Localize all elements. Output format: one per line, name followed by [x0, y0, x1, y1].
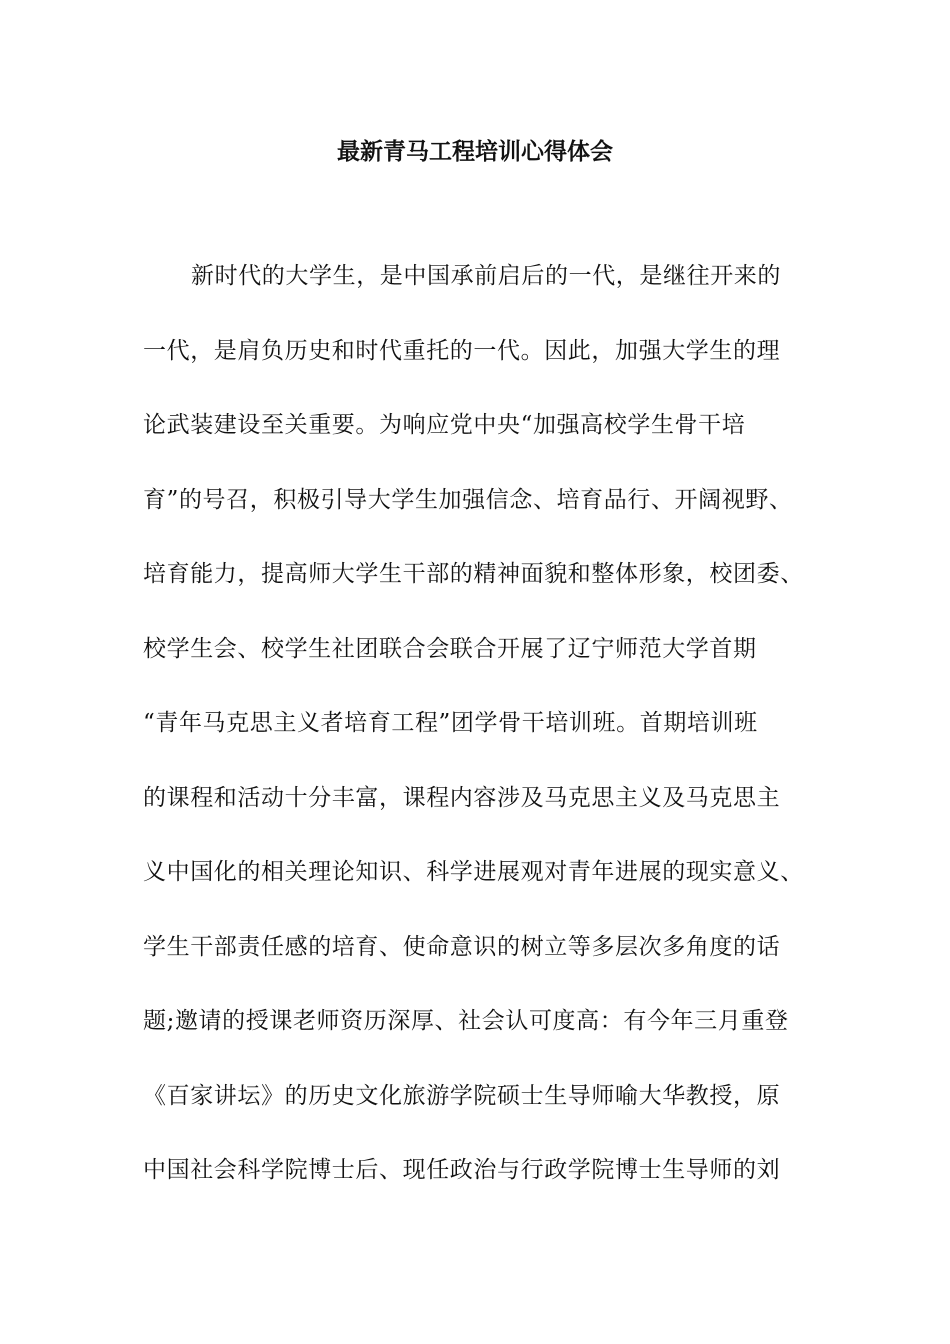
body-line: 学生干部责任感的培育、使命意识的树立等多层次多角度的话 — [143, 933, 781, 960]
body-line: 培育能力，提高师大学生干部的精神面貌和整体形象，校团委、 — [143, 561, 804, 587]
body-line: 义中国化的相关理论知识、科学进展观对青年进展的现实意义、 — [143, 859, 804, 885]
body-line: 的课程和活动十分丰富，课程内容涉及马克思主义及马克思主 — [143, 784, 781, 811]
document-body — [143, 258, 823, 1227]
body-line: 中国社会科学院博士后、现任政治与行政学院博士生导师的刘 — [143, 1157, 781, 1183]
body-line: 校学生会、校学生社团联合会联合开展了辽宁师范大学首期 — [143, 635, 757, 662]
body-line: 一代，是肩负历史和时代重托的一代。因此，加强大学生的理 — [143, 337, 781, 364]
document-title: 最新青马工程培训心得体会 — [337, 138, 613, 165]
body-line: 题;邀请的授课老师资历深厚、社会认可度高：有今年三月重登 — [143, 1008, 789, 1034]
body-line: 论武装建设至关重要。为响应党中央“加强高校学生骨干培 — [143, 412, 746, 438]
body-line: “青年马克思主义者培育工程”团学骨干培训班。首期培训班 — [143, 710, 758, 736]
body-line: 新时代的大学生，是中国承前启后的一代，是继往开来的 — [191, 263, 781, 289]
body-line: 育”的号召，积极引导大学生加强信念、培育品行、开阔视野、 — [143, 486, 793, 513]
body-line: 《百家讲坛》的历史文化旅游学院硕士生导师喻大华教授，原 — [143, 1082, 781, 1109]
